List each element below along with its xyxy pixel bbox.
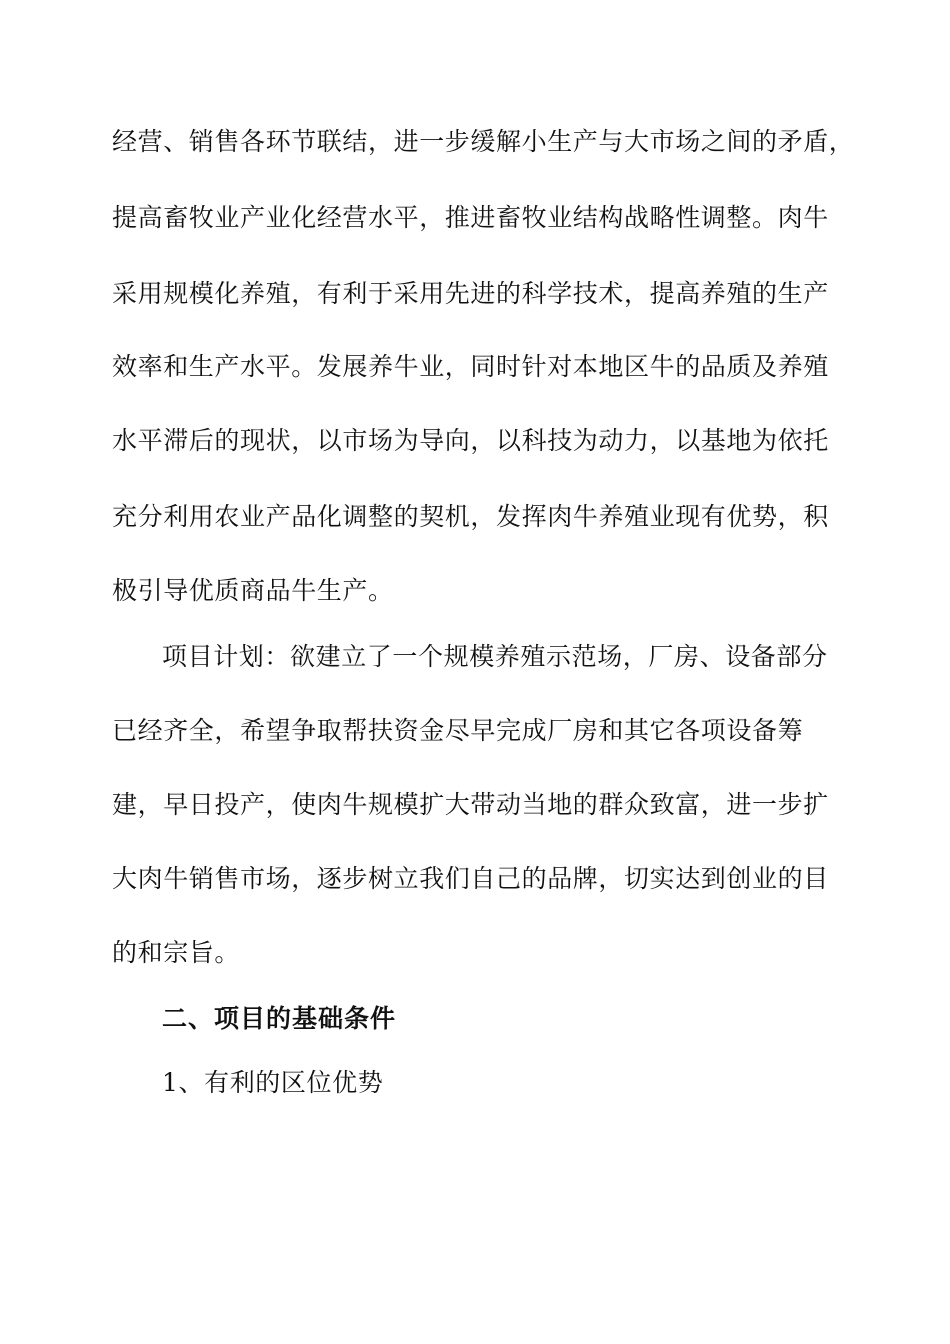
paragraph-line: 经营、销售各环节联结，进一步缓解小生产与大市场之间的矛盾， [112,127,855,156]
paragraph-line: 大肉牛销售市场，逐步树立我们自己的品牌，切实达到创业的目 [112,864,829,893]
paragraph-line: 充分利用农业产品化调整的契机，发挥肉牛养殖业现有优势，积 [112,502,829,531]
paragraph-line: 水平滞后的现状，以市场为导向，以科技为动力，以基地为依托 [112,426,829,455]
paragraph-line: 项目计划：欲建立了一个规模养殖示范场，厂房、设备部分 [162,642,828,671]
paragraph-line: 提高畜牧业产业化经营水平，推进畜牧业结构战略性调整。肉牛 [112,203,829,232]
paragraph-line: 极引导优质商品牛生产。 [112,576,394,605]
subsection-heading: 1、有利的区位优势 [162,1068,384,1097]
paragraph-line: 已经齐全，希望争取帮扶资金尽早完成厂房和其它各项设备筹 [112,716,804,745]
paragraph-line: 采用规模化养殖，有利于采用先进的科学技术，提高养殖的生产 [112,279,829,308]
section-heading: 二、项目的基础条件 [162,1004,397,1033]
paragraph-line: 建，早日投产，使肉牛规模扩大带动当地的群众致富，进一步扩 [112,790,829,819]
paragraph-line: 效率和生产水平。发展养牛业，同时针对本地区牛的品质及养殖 [112,352,829,381]
paragraph-line: 的和宗旨。 [112,938,241,967]
